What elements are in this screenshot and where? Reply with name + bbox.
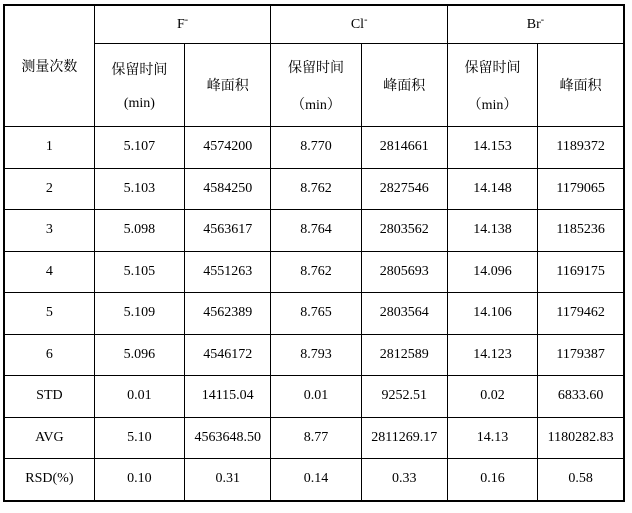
row-label: STD [4,376,94,418]
cell-cl-retention: 8.765 [271,293,361,335]
cell-cl-retention: 8.793 [271,334,361,376]
cell-f-area: 4584250 [185,168,271,210]
table-row-measurement-3 [4,210,624,252]
cell-br-retention: 14.138 [447,210,537,252]
cell-f-area: 4574200 [185,127,271,169]
cell-br-area: 6833.60 [538,376,624,418]
cell-cl-area: 9252.51 [361,376,447,418]
cell-br-area: 1179462 [538,293,624,335]
cell-br-area: 0.58 [538,459,624,501]
row-label: 4 [4,251,94,293]
chloride-ion-charge: - [364,13,368,25]
ion-chromatography-precision-table [3,4,625,502]
cell-cl-area: 2805693 [361,251,447,293]
cell-f-retention: 5.103 [94,168,184,210]
cell-br-area: 1185236 [538,210,624,252]
cell-f-retention: 5.109 [94,293,184,335]
row-label: 1 [4,127,94,169]
cell-f-area: 4562389 [185,293,271,335]
cell-cl-area: 2827546 [361,168,447,210]
fluoride-ion-charge: - [184,13,189,25]
corner-header-measurement-count: 测量次数 [4,5,94,127]
sub-header-row [4,44,624,127]
table-row-avg [4,417,624,459]
cell-f-area: 4563648.50 [185,417,271,459]
table-row-measurement-5 [4,293,624,335]
chloride-ion-symbol: Cl [350,16,365,32]
cell-f-retention: 5.107 [94,127,184,169]
cell-f-retention: 5.096 [94,334,184,376]
retention-time-label: 保留时间 [464,60,521,76]
cell-f-area: 4546172 [185,334,271,376]
cell-cl-area: 2814661 [361,127,447,169]
cell-cl-retention: 8.77 [271,417,361,459]
row-label: AVG [4,417,94,459]
cell-f-area: 4551263 [185,251,271,293]
column-group-bromide [447,5,624,44]
table-row-measurement-6 [4,334,624,376]
cell-f-retention: 5.10 [94,417,184,459]
row-label: 3 [4,210,94,252]
cell-br-retention: 14.096 [447,251,537,293]
row-label: 2 [4,168,94,210]
cell-f-retention: 0.01 [94,376,184,418]
cell-cl-retention: 0.01 [271,376,361,418]
bromide-retention-time-header [447,44,537,127]
chloride-retention-time-header [271,44,361,127]
cell-f-retention: 0.10 [94,459,184,501]
cell-br-area: 1169175 [538,251,624,293]
fluoride-ion-symbol: F [176,16,185,32]
cell-br-retention: 14.123 [447,334,537,376]
cell-br-retention: 14.106 [447,293,537,335]
cell-cl-area: 2812589 [361,334,447,376]
row-label: 5 [4,293,94,335]
cell-cl-retention: 0.14 [271,459,361,501]
cell-f-area: 14115.04 [185,376,271,418]
table-row-measurement-1 [4,127,624,169]
table-row-measurement-2 [4,168,624,210]
fluoride-retention-time-header [94,44,184,127]
cell-cl-area: 2803562 [361,210,447,252]
row-label: 6 [4,334,94,376]
cell-cl-area: 2811269.17 [361,417,447,459]
cell-br-retention: 14.13 [447,417,537,459]
retention-time-unit: （min） [467,97,518,113]
table-row-std [4,376,624,418]
table-header [4,5,624,127]
fluoride-peak-area-header: 峰面积 [185,44,271,127]
retention-time-unit: (min) [123,95,155,111]
cell-cl-retention: 8.762 [271,168,361,210]
ion-header-row [4,5,624,44]
retention-time-unit: （min） [291,97,341,113]
cell-br-retention: 0.02 [447,376,537,418]
cell-cl-area: 2803564 [361,293,447,335]
cell-cl-area: 0.33 [361,459,447,501]
bromide-peak-area-header: 峰面积 [538,44,624,127]
chloride-peak-area-header: 峰面积 [361,44,447,127]
cell-br-retention: 14.153 [447,127,537,169]
table-row-measurement-4 [4,251,624,293]
cell-f-retention: 5.105 [94,251,184,293]
cell-br-area: 1180282.83 [538,417,624,459]
cell-cl-retention: 8.770 [271,127,361,169]
bromide-ion-symbol: Br [526,16,541,32]
cell-br-area: 1179065 [538,168,624,210]
cell-br-retention: 0.16 [447,459,537,501]
cell-cl-retention: 8.762 [271,251,361,293]
cell-br-area: 1189372 [538,127,624,169]
column-group-chloride [271,5,448,44]
cell-br-retention: 14.148 [447,168,537,210]
bromide-ion-charge: - [540,13,545,25]
cell-f-retention: 5.098 [94,210,184,252]
cell-f-area: 4563617 [185,210,271,252]
cell-br-area: 1179387 [538,334,624,376]
column-group-fluoride [94,5,271,44]
table-row-rsd [4,459,624,501]
row-label: RSD(%) [4,459,94,501]
retention-time-label: 保留时间 [287,60,344,76]
cell-f-area: 0.31 [185,459,271,501]
cell-cl-retention: 8.764 [271,210,361,252]
retention-time-label: 保留时间 [111,62,168,78]
table-body [4,127,624,501]
